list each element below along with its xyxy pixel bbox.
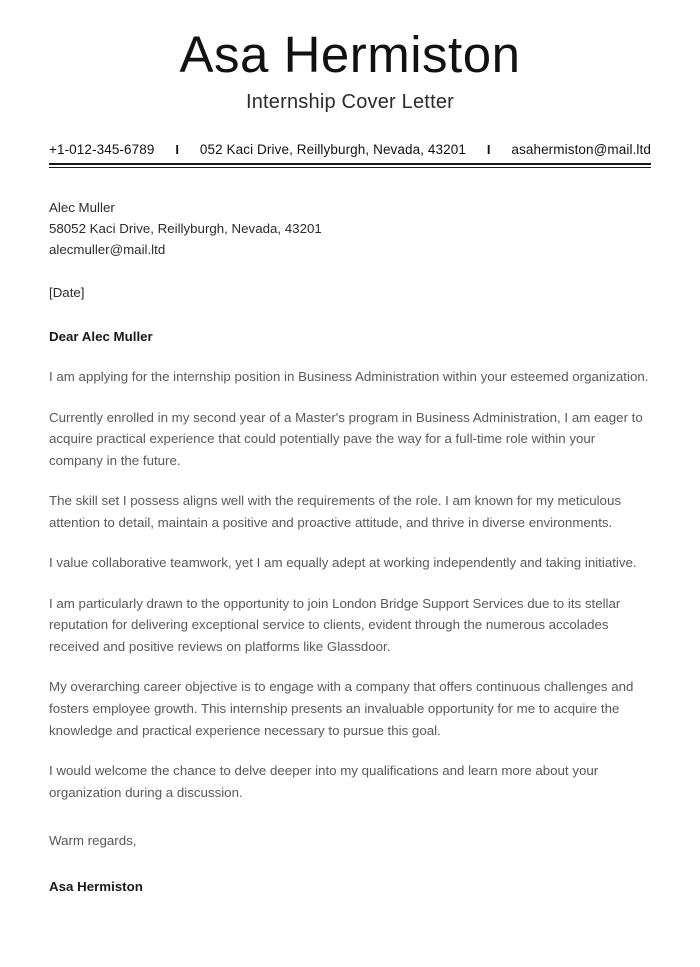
letter-subtitle: Internship Cover Letter <box>245 91 455 114</box>
recipient-address: 58052 Kaci Drive, Reillyburgh, Nevada, 43201 <box>49 221 322 237</box>
body-paragraph: My overarching career objective is to engage with a company that offers continuous challenges and fosters employee growth. This internship presents an invaluable opportunity for me to acquire the knowledge and practical experience necessary to pursue this goal. <box>49 679 634 738</box>
contact-separator-icon: I <box>486 142 491 158</box>
salutation: Dear Alec Muller <box>49 328 153 344</box>
contact-email: asahermiston@mail.ltd <box>511 142 651 158</box>
recipient-name: Alec Muller <box>49 200 115 216</box>
letterhead <box>49 0 651 114</box>
body-paragraph: The skill set I possess aligns well with the requirements of the role. I am known for my meticulous attention to detail, maintain a positive and proactive attitude, and thrive in diverse environments. <box>49 493 621 530</box>
signature-name: Asa Hermiston <box>49 878 143 894</box>
body-paragraph: I value collaborative teamwork, yet I am equally adept at working independently and taking initiative. <box>49 555 637 571</box>
body-paragraph: I am applying for the internship position in Business Administration within your esteemed organization. <box>49 369 649 385</box>
contact-separator-icon: I <box>175 142 180 158</box>
header-divider <box>49 163 651 168</box>
recipient-email: alecmuller@mail.ltd <box>49 242 166 258</box>
body-paragraph: I would welcome the chance to delve deeper into my qualifications and learn more about your organization during a discussion. <box>49 763 599 800</box>
date-placeholder: [Date] <box>49 285 85 301</box>
recipient-block <box>49 197 651 260</box>
body-paragraph: Currently enrolled in my second year of a Master's program in Business Administration, I am eager to acquire practical experience that could potentially pave the way for a full-time role within your company in the future. <box>49 409 643 468</box>
closing-line: Warm regards, <box>49 833 137 849</box>
contact-phone: +1-012-345-6789 <box>49 142 155 158</box>
body-paragraph: I am particularly drawn to the opportunity to join London Bridge Support Services due to its stellar reputation for delivering exceptional service to clients, evident through the numerous accolades received and positive reviews on platforms like Glassdoor. <box>49 595 621 654</box>
contact-address: 052 Kaci Drive, Reillyburgh, Nevada, 43201 <box>199 142 466 158</box>
letter-body <box>49 197 651 897</box>
page-title: Asa Hermiston <box>179 26 521 83</box>
contact-bar <box>49 142 651 157</box>
